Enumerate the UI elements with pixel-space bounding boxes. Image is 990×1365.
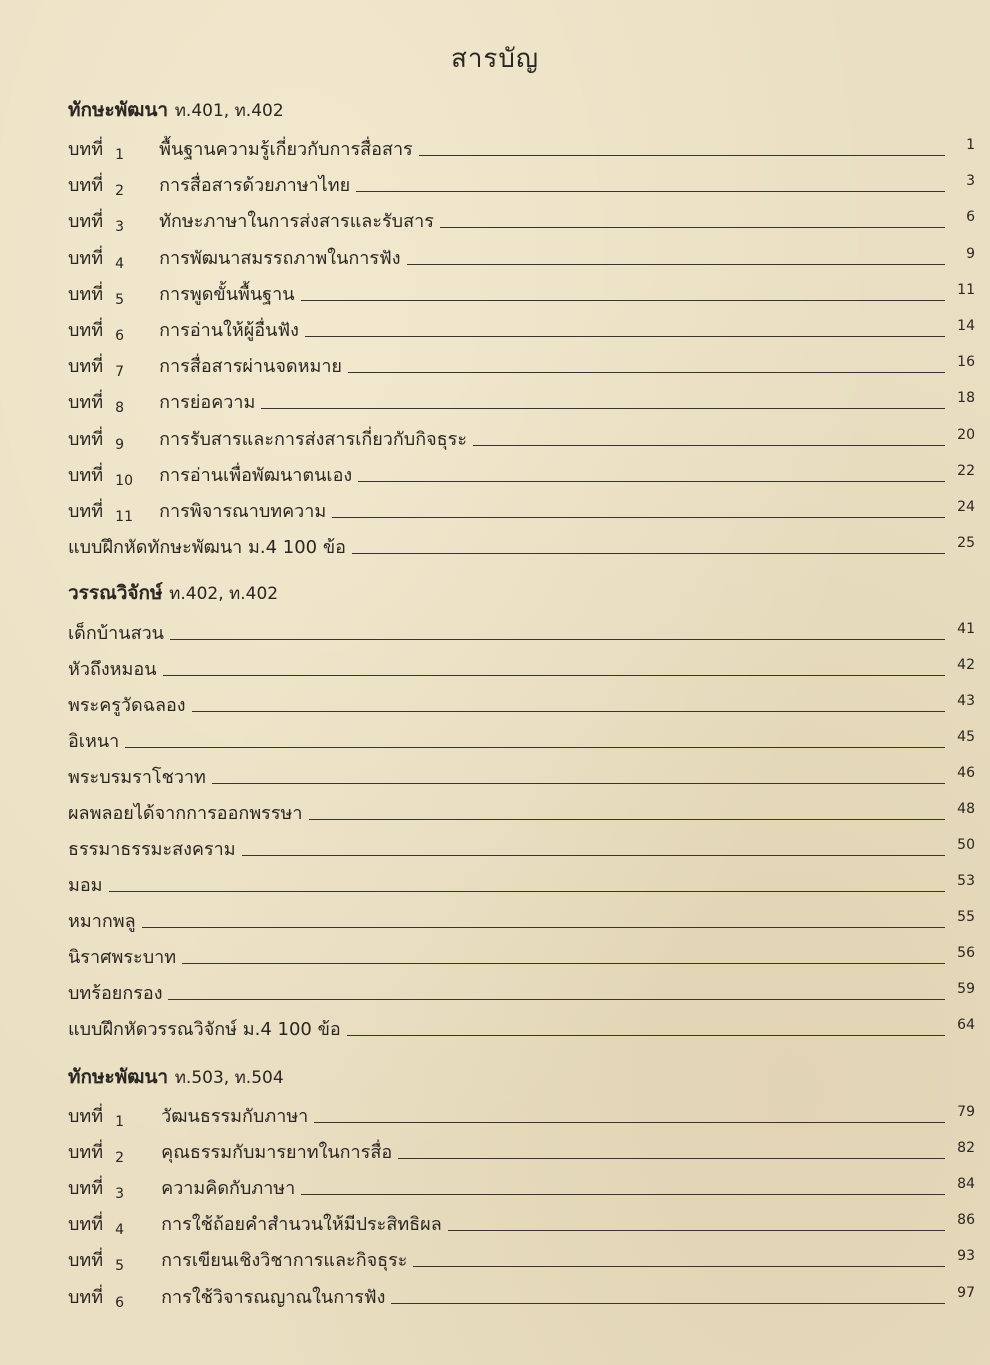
leader-line (182, 963, 945, 964)
page-number: 41 (957, 621, 975, 637)
leader-line (314, 1122, 945, 1123)
leader-line (301, 1194, 945, 1195)
chapter-number: 3 (115, 219, 125, 236)
entry-title: การสื่อสารผ่านจดหมาย (159, 356, 342, 378)
chapter-number: 6 (115, 1294, 125, 1311)
page-number: 64 (957, 1017, 975, 1033)
chapter-prefix: บทที่ (68, 356, 104, 378)
toc-entry[interactable] (68, 977, 975, 1007)
toc-entry[interactable] (68, 350, 975, 380)
entry-title: การใช้วิจารณญาณในการฟัง (161, 1286, 386, 1308)
section-code: ท.401, ท.402 (174, 101, 284, 121)
leader-line (391, 1303, 945, 1304)
leader-line (413, 1266, 945, 1267)
chapter-prefix: บทที่ (68, 175, 104, 197)
section-code: ท.503, ท.504 (174, 1068, 284, 1088)
page-number: 86 (957, 1212, 975, 1229)
chapter-number: 4 (115, 255, 125, 272)
chapter-prefix: บทที่ (68, 1142, 104, 1164)
leader-line (305, 336, 945, 337)
chapter-prefix: บทที่ (68, 1250, 104, 1272)
page-number: 56 (957, 945, 975, 961)
leader-line (352, 553, 945, 554)
entry-title: แบบฝึกหัดทักษะพัฒนา ม.4 100 ข้อ (68, 537, 346, 559)
section-heading (68, 578, 278, 608)
entry-title: บทร้อยกรอง (68, 983, 163, 1004)
leader-line (347, 1035, 945, 1036)
chapter-number: 1 (115, 1114, 125, 1130)
toc-entry[interactable] (68, 1136, 975, 1166)
entry-title: พระครูวัดฉลอง (68, 695, 186, 716)
chapter-prefix: บทที่ (68, 392, 104, 414)
page-number: 6 (966, 209, 975, 226)
leader-line (440, 227, 945, 228)
chapter-number: 5 (115, 291, 125, 308)
entry-title: หัวถึงหมอน (68, 659, 157, 680)
leader-line (261, 408, 945, 409)
chapter-number: 6 (115, 328, 125, 344)
page-number: 11 (957, 281, 975, 298)
chapter-number: 8 (115, 400, 125, 417)
leader-line (168, 999, 945, 1000)
page-title: สารบัญ (450, 44, 540, 74)
toc-entry[interactable] (68, 386, 975, 416)
section-heading (68, 1062, 284, 1092)
toc-entry[interactable] (68, 423, 975, 453)
chapter-number: 2 (115, 1150, 125, 1167)
chapter-number: 7 (115, 364, 125, 381)
leader-line (301, 300, 945, 301)
page-number: 3 (966, 173, 975, 190)
page-number: 9 (966, 245, 975, 262)
page-number: 14 (957, 318, 975, 334)
leader-line (407, 264, 945, 265)
leader-line (419, 155, 945, 156)
toc-entry[interactable] (68, 833, 975, 863)
page-number: 97 (957, 1284, 975, 1301)
page-number: 59 (957, 981, 975, 997)
page-number: 16 (957, 354, 975, 371)
leader-line (142, 927, 945, 928)
chapter-number: 10 (115, 472, 133, 489)
entry-title: การอ่านให้ผู้อื่นฟัง (159, 320, 299, 341)
toc-entry[interactable] (68, 169, 975, 199)
entry-title: หมากพลู (68, 911, 136, 932)
toc-entry[interactable] (68, 941, 975, 971)
toc-entry[interactable] (68, 1172, 975, 1202)
entry-title: ความคิดกับภาษา (161, 1178, 296, 1200)
toc-entry[interactable] (68, 495, 975, 525)
chapter-number: 3 (115, 1186, 125, 1203)
entry-title: การพูดขั้นพื้นฐาน (159, 283, 295, 305)
entry-title: การใช้ถ้อยคำสำนวนให้มีประสิทธิผล (161, 1214, 442, 1236)
page-number: 84 (957, 1176, 975, 1193)
entry-title: นิราศพระบาท (68, 947, 177, 968)
page-number: 82 (957, 1140, 975, 1157)
page-number: 43 (957, 693, 975, 709)
entry-title: แบบฝึกหัดวรรณวิจักษ์ ม.4 100 ข้อ (68, 1019, 341, 1040)
toc-entry[interactable] (68, 1281, 975, 1311)
toc-entry[interactable] (68, 531, 975, 561)
chapter-prefix: บทที่ (68, 464, 104, 486)
chapter-prefix: บทที่ (68, 139, 104, 160)
entry-title: การพิจารณาบทความ (159, 501, 327, 522)
chapter-number: 2 (115, 183, 125, 200)
toc-entry[interactable] (68, 617, 975, 647)
chapter-prefix: บทที่ (68, 428, 104, 450)
chapter-prefix: บทที่ (68, 1178, 104, 1200)
leader-line (473, 445, 945, 446)
entry-title: การย่อความ (159, 392, 256, 414)
leader-line (356, 191, 945, 192)
entry-title: พระบรมราโชวาท (68, 767, 206, 788)
leader-line (125, 747, 945, 748)
page-number: 45 (957, 729, 975, 745)
page-number: 79 (957, 1104, 975, 1120)
leader-line (192, 711, 945, 712)
page-number: 1 (966, 137, 975, 153)
toc-entry[interactable] (68, 314, 975, 344)
chapter-prefix: บทที่ (68, 1106, 104, 1127)
chapter-number: 11 (115, 509, 133, 525)
page-number: 25 (957, 535, 975, 552)
leader-line (358, 481, 945, 482)
chapter-prefix: บทที่ (68, 283, 104, 305)
chapter-number: 5 (115, 1258, 125, 1275)
page-number: 53 (957, 873, 975, 889)
chapter-number: 4 (115, 1222, 125, 1239)
leader-line (170, 639, 945, 640)
toc-entry[interactable] (68, 205, 975, 235)
toc-entry[interactable] (68, 689, 975, 719)
page-number: 50 (957, 837, 975, 853)
page-number: 18 (957, 390, 975, 407)
leader-line (348, 372, 945, 373)
toc-entry[interactable] (68, 653, 975, 683)
chapter-prefix: บทที่ (68, 247, 104, 269)
toc-entry[interactable] (68, 797, 975, 827)
entry-title: การพัฒนาสมรรถภาพในการฟัง (159, 247, 401, 269)
entry-title: การเขียนเชิงวิชาการและกิจธุระ (161, 1250, 408, 1272)
entry-title: วัฒนธรรมกับภาษา (161, 1106, 309, 1127)
section-code: ท.402, ท.402 (169, 584, 279, 604)
section-heading (68, 95, 284, 125)
entry-title: ทักษะภาษาในการส่งสารและรับสาร (159, 211, 434, 233)
toc-entry[interactable] (68, 242, 975, 272)
page-number: 93 (957, 1248, 975, 1265)
toc-entry[interactable] (68, 869, 975, 899)
page-number: 48 (957, 801, 975, 817)
toc-entry[interactable] (68, 725, 975, 755)
entry-title: การรับสารและการส่งสารเกี่ยวกับกิจธุระ (159, 428, 467, 450)
leader-line (163, 675, 945, 676)
entry-title: เด็กบ้านสวน (68, 623, 164, 644)
leader-line (242, 855, 945, 856)
section-name: วรรณวิจักษ์ (68, 582, 170, 604)
chapter-prefix: บทที่ (68, 320, 104, 341)
leader-line (448, 1230, 945, 1231)
entry-title: พื้นฐานความรู้เกี่ยวกับการสื่อสาร (159, 139, 413, 160)
toc-entry[interactable] (68, 1244, 975, 1274)
leader-line (309, 819, 946, 820)
section-name: ทักษะพัฒนา (68, 1066, 175, 1088)
page-number: 55 (957, 909, 975, 925)
entry-title: คุณธรรมกับมารยาทในการสื่อ (161, 1142, 393, 1164)
chapter-prefix: บทที่ (68, 1286, 104, 1308)
toc-entry[interactable] (68, 1208, 975, 1238)
chapter-number: 1 (115, 147, 125, 163)
entry-title: อิเหนา (68, 731, 120, 752)
toc-entry[interactable] (68, 761, 975, 791)
page-number: 42 (957, 657, 975, 673)
leader-line (212, 783, 945, 784)
page-number: 46 (957, 765, 975, 781)
leader-line (398, 1158, 945, 1159)
toc-entry[interactable] (68, 905, 975, 935)
entry-title: ผลพลอยได้จากการออกพรรษา (68, 803, 303, 824)
chapter-prefix: บทที่ (68, 501, 104, 522)
entry-title: ธรรมาธรรมะสงคราม (68, 839, 236, 860)
toc-entry[interactable] (68, 278, 975, 308)
section-name: ทักษะพัฒนา (68, 99, 175, 121)
toc-entry[interactable] (68, 459, 975, 489)
leader-line (109, 891, 945, 892)
leader-line (332, 517, 945, 518)
entry-title: มอม (68, 875, 103, 896)
chapter-prefix: บทที่ (68, 1214, 104, 1236)
page-number: 20 (957, 426, 975, 443)
chapter-number: 9 (115, 436, 125, 453)
toc-entry[interactable] (68, 133, 975, 163)
chapter-prefix: บทที่ (68, 211, 104, 233)
entry-title: การสื่อสารด้วยภาษาไทย (159, 175, 351, 197)
toc-entry[interactable] (68, 1100, 975, 1130)
page-number: 24 (957, 499, 975, 515)
page-number: 22 (957, 462, 975, 479)
toc-entry[interactable] (68, 1013, 975, 1043)
entry-title: การอ่านเพื่อพัฒนาตนเอง (159, 464, 353, 486)
